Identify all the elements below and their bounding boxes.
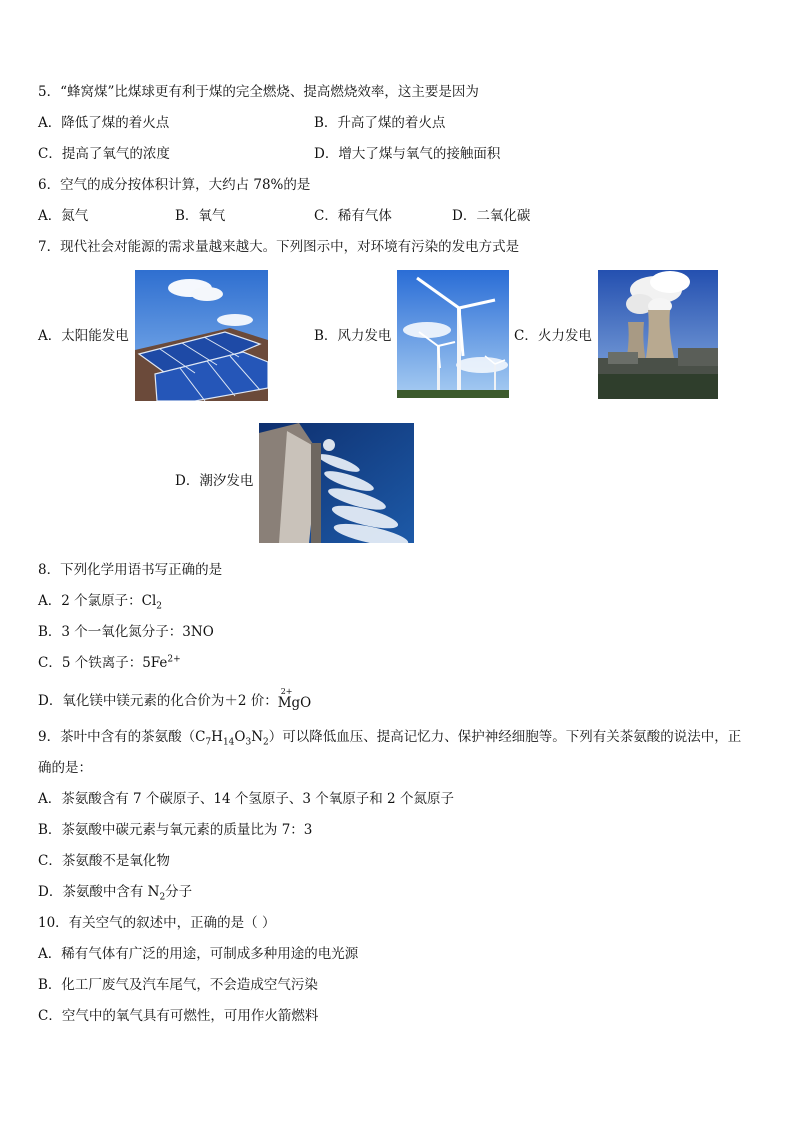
q9-sub-o: 3 — [245, 737, 252, 748]
q7-option-d: D．潮汐发电 — [175, 473, 254, 489]
wind-turbine-image — [397, 270, 509, 398]
q9-option-d-subscript: 2 — [159, 892, 166, 903]
valence-charge: 2+ — [280, 687, 293, 696]
q5-option-b: B．升高了煤的着火点 — [314, 115, 446, 131]
q8-option-d-text: D．氧化镁中镁元素的化合价为＋2 价： — [38, 693, 278, 709]
q6-stem: 6．空气的成分按体积计算，大约占 78%的是 — [38, 177, 311, 193]
q8-option-b: B．3 个一氧化氮分子：3NO — [38, 624, 214, 640]
q9-stem — [38, 728, 741, 746]
tidal-power-image — [259, 423, 414, 543]
q5-option-c: C．提高了氧气的浓度 — [38, 146, 170, 162]
q9-option-d-post: 分子 — [165, 884, 193, 900]
q9-sub-c: 7 — [205, 737, 212, 748]
solar-panel-image — [135, 270, 268, 401]
q6-option-a: A．氮气 — [38, 208, 89, 224]
q8-option-c-text: C．5 个铁离子：5Fe — [38, 655, 168, 671]
q7-option-a: A．太阳能发电 — [38, 328, 129, 344]
q9-stem-line2: 确的是： — [38, 760, 92, 776]
q10-option-a: A．稀有气体有广泛的用途，可制成多种用途的电光源 — [38, 946, 359, 962]
q9-option-d-text: D．茶氨酸中含有 N — [38, 884, 160, 900]
q9-stem-post: ）可以降低血压、提高记忆力、保护神经细胞等。下列有关茶氨酸的说法中，正 — [268, 729, 742, 745]
q10-option-c: C．空气中的氧气具有可燃性，可用作火箭燃料 — [38, 1008, 319, 1024]
valence-formula: MgO — [277, 695, 312, 711]
q9-option-c: C．茶氨酸不是氧化物 — [38, 853, 170, 869]
q9-option-b: B．茶氨酸中碳元素与氧元素的质量比为 7：3 — [38, 822, 313, 838]
valence-notation — [277, 687, 312, 712]
q7-stem: 7．现代社会对能源的需求量越来越大。下列图示中，对环境有污染的发电方式是 — [38, 239, 520, 255]
q8-option-c-superscript: 2+ — [167, 654, 181, 665]
q9-sub-n: 2 — [263, 737, 269, 748]
q9-sub-h: 14 — [222, 737, 235, 748]
q9-stem-pre: 9．茶叶中含有的茶氨酸（C — [38, 729, 206, 745]
q8-option-c — [38, 654, 181, 672]
q7-option-c: C．火力发电 — [514, 328, 592, 344]
q8-option-a-subscript: 2 — [156, 601, 163, 612]
q8-stem: 8．下列化学用语书写正确的是 — [38, 562, 223, 578]
q6-option-c: C．稀有气体 — [314, 208, 392, 224]
q6-option-b: B．氧气 — [175, 208, 226, 224]
q5-option-a: A．降低了煤的着火点 — [38, 115, 170, 131]
q9-el-o: O — [234, 729, 246, 745]
q6-option-d: D．二氧化碳 — [452, 208, 531, 224]
q5-option-d: D．增大了煤与氧气的接触面积 — [314, 146, 501, 162]
q8-option-d — [38, 687, 312, 712]
q8-option-a-text: A．2 个氯原子：Cl — [38, 593, 157, 609]
q9-option-d — [38, 883, 192, 901]
thermal-power-plant-image — [598, 270, 718, 399]
q10-option-b: B．化工厂废气及汽车尾气，不会造成空气污染 — [38, 977, 318, 993]
q9-option-a: A．茶氨酸含有 7 个碳原子、14 个氢原子、3 个氧原子和 2 个氮原子 — [38, 791, 454, 807]
q7-option-b: B．风力发电 — [314, 328, 392, 344]
q8-option-a — [38, 592, 162, 610]
q5-stem: 5．“蜂窝煤”比煤球更有利于煤的完全燃烧、提高燃烧效率，这主要是因为 — [38, 84, 479, 100]
q9-el-h: H — [211, 729, 223, 745]
q9-el-n: N — [251, 729, 264, 745]
q10-stem: 10．有关空气的叙述中，正确的是（ ） — [38, 915, 276, 931]
